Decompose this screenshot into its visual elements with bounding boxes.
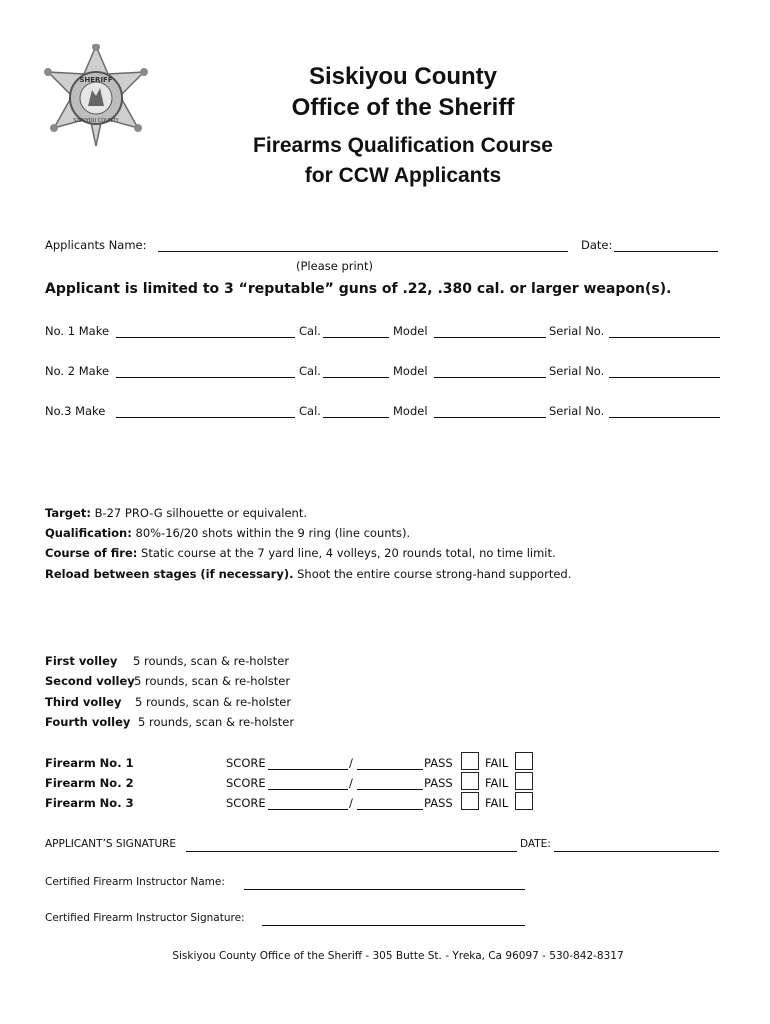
fail-label: FAIL <box>485 776 509 790</box>
fail-label: FAIL <box>485 796 509 810</box>
weapon-model-field[interactable] <box>434 337 546 338</box>
firearm-score-label: Firearm No. 3 <box>45 796 134 810</box>
applicant-name-label: Applicants Name: <box>45 238 147 252</box>
weapon-make-label: No. 2 Make <box>45 364 110 378</box>
badge-ring-top-text: SHERIFF <box>79 76 113 84</box>
instructor-name-label: Certified Firearm Instructor Name: <box>45 876 225 888</box>
score-hits-field[interactable] <box>268 769 348 770</box>
score-hits-field[interactable] <box>268 789 348 790</box>
weapon-serial-label: Serial No. <box>549 404 605 418</box>
volley-label: Fourth volley <box>45 715 131 729</box>
rule-text: Shoot the entire course strong-hand supported. <box>293 567 572 581</box>
signature-date-label: DATE: <box>520 838 551 850</box>
rule-text: B-27 PRO-G silhouette or equivalent. <box>90 506 308 520</box>
weapon-model-label: Model <box>393 324 428 338</box>
rule-text: 80%-16/20 shots within the 9 ring (line counts). <box>131 526 411 540</box>
volley-text: 5 rounds, scan & re-holster <box>133 654 290 668</box>
weapon-model-label: Model <box>393 364 428 378</box>
rule-label: Reload between stages (if necessary). <box>45 567 294 581</box>
weapon-model-field[interactable] <box>434 417 546 418</box>
firearm-score-label: Firearm No. 2 <box>45 776 134 790</box>
weapon-model-field[interactable] <box>434 377 546 378</box>
course-title-line2: for CCW Applicants <box>304 164 502 187</box>
weapon-serial-label: Serial No. <box>549 324 605 338</box>
instructor-signature-field[interactable] <box>262 925 525 926</box>
rule-line <box>45 506 307 520</box>
weapon-cal-label: Cal. <box>299 324 321 338</box>
volley-text: 5 rounds, scan & re-holster <box>135 695 292 709</box>
score-total-field[interactable] <box>357 769 423 770</box>
date-field[interactable] <box>614 251 718 252</box>
weapon-make-field[interactable] <box>116 337 295 338</box>
weapon-cal-field[interactable] <box>323 377 389 378</box>
instructor-name-field[interactable] <box>244 889 525 890</box>
pass-label: PASS <box>424 796 453 810</box>
score-label: SCORE <box>226 796 266 810</box>
applicant-name-field[interactable] <box>158 251 568 252</box>
score-slash: / <box>349 756 353 770</box>
weapon-cal-field[interactable] <box>323 337 389 338</box>
date-label: Date: <box>581 238 613 252</box>
rule-label: Target: <box>45 506 91 520</box>
rule-label: Qualification: <box>45 526 132 540</box>
score-hits-field[interactable] <box>268 809 348 810</box>
weapon-make-label: No. 1 Make <box>45 324 110 338</box>
score-total-field[interactable] <box>357 789 423 790</box>
pass-checkbox[interactable] <box>461 772 479 790</box>
score-slash: / <box>349 796 353 810</box>
pass-checkbox[interactable] <box>461 792 479 810</box>
pass-label: PASS <box>424 776 453 790</box>
firearm-score-label: Firearm No. 1 <box>45 756 134 770</box>
weapon-make-label: No.3 Make <box>45 404 106 418</box>
fail-label: FAIL <box>485 756 509 770</box>
weapon-make-field[interactable] <box>116 417 295 418</box>
rule-line <box>45 546 556 560</box>
weapon-cal-field[interactable] <box>323 417 389 418</box>
score-label: SCORE <box>226 756 266 770</box>
weapon-serial-field[interactable] <box>609 337 720 338</box>
weapon-cal-label: Cal. <box>299 404 321 418</box>
volley-text: 5 rounds, scan & re-holster <box>134 674 291 688</box>
weapon-limit-notice: Applicant is limited to 3 “reputable” guns of .22, .380 cal. or larger weapon(s). <box>45 281 672 297</box>
rule-line <box>45 526 410 540</box>
footer-address: Siskiyou County Office of the Sheriff - 305 Butte St. - Yreka, Ca 96097 - 530-842-8317 <box>172 950 624 962</box>
applicant-signature-label: APPLICANT’S SIGNATURE <box>45 838 177 850</box>
signature-date-field[interactable] <box>554 851 719 852</box>
weapon-make-field[interactable] <box>116 377 295 378</box>
rule-label: Course of fire: <box>45 546 138 560</box>
pass-checkbox[interactable] <box>461 752 479 770</box>
volley-text: 5 rounds, scan & re-holster <box>138 715 295 729</box>
rule-line <box>45 567 571 581</box>
weapon-cal-label: Cal. <box>299 364 321 378</box>
fail-checkbox[interactable] <box>515 772 533 790</box>
volley-label: Third volley <box>45 695 122 709</box>
badge-ring-bottom-text: SISKIYOU COUNTY <box>73 118 119 124</box>
office-title: Office of the Sheriff <box>291 94 515 121</box>
county-title: Siskiyou County <box>308 63 498 90</box>
weapon-serial-label: Serial No. <box>549 364 605 378</box>
fail-checkbox[interactable] <box>515 792 533 810</box>
applicant-signature-field[interactable] <box>186 851 517 852</box>
score-label: SCORE <box>226 776 266 790</box>
print-hint: (Please print) <box>296 259 373 273</box>
volley-label: Second volley <box>45 674 135 688</box>
weapon-model-label: Model <box>393 404 428 418</box>
volley-label: First volley <box>45 654 118 668</box>
score-total-field[interactable] <box>357 809 423 810</box>
weapon-serial-field[interactable] <box>609 377 720 378</box>
weapon-serial-field[interactable] <box>609 417 720 418</box>
score-slash: / <box>349 776 353 790</box>
instructor-signature-label: Certified Firearm Instructor Signature: <box>45 912 245 924</box>
pass-label: PASS <box>424 756 453 770</box>
course-title-line1: Firearms Qualification Course <box>253 134 553 157</box>
fail-checkbox[interactable] <box>515 752 533 770</box>
rule-text: Static course at the 7 yard line, 4 volleys, 20 rounds total, no time limit. <box>137 546 556 560</box>
